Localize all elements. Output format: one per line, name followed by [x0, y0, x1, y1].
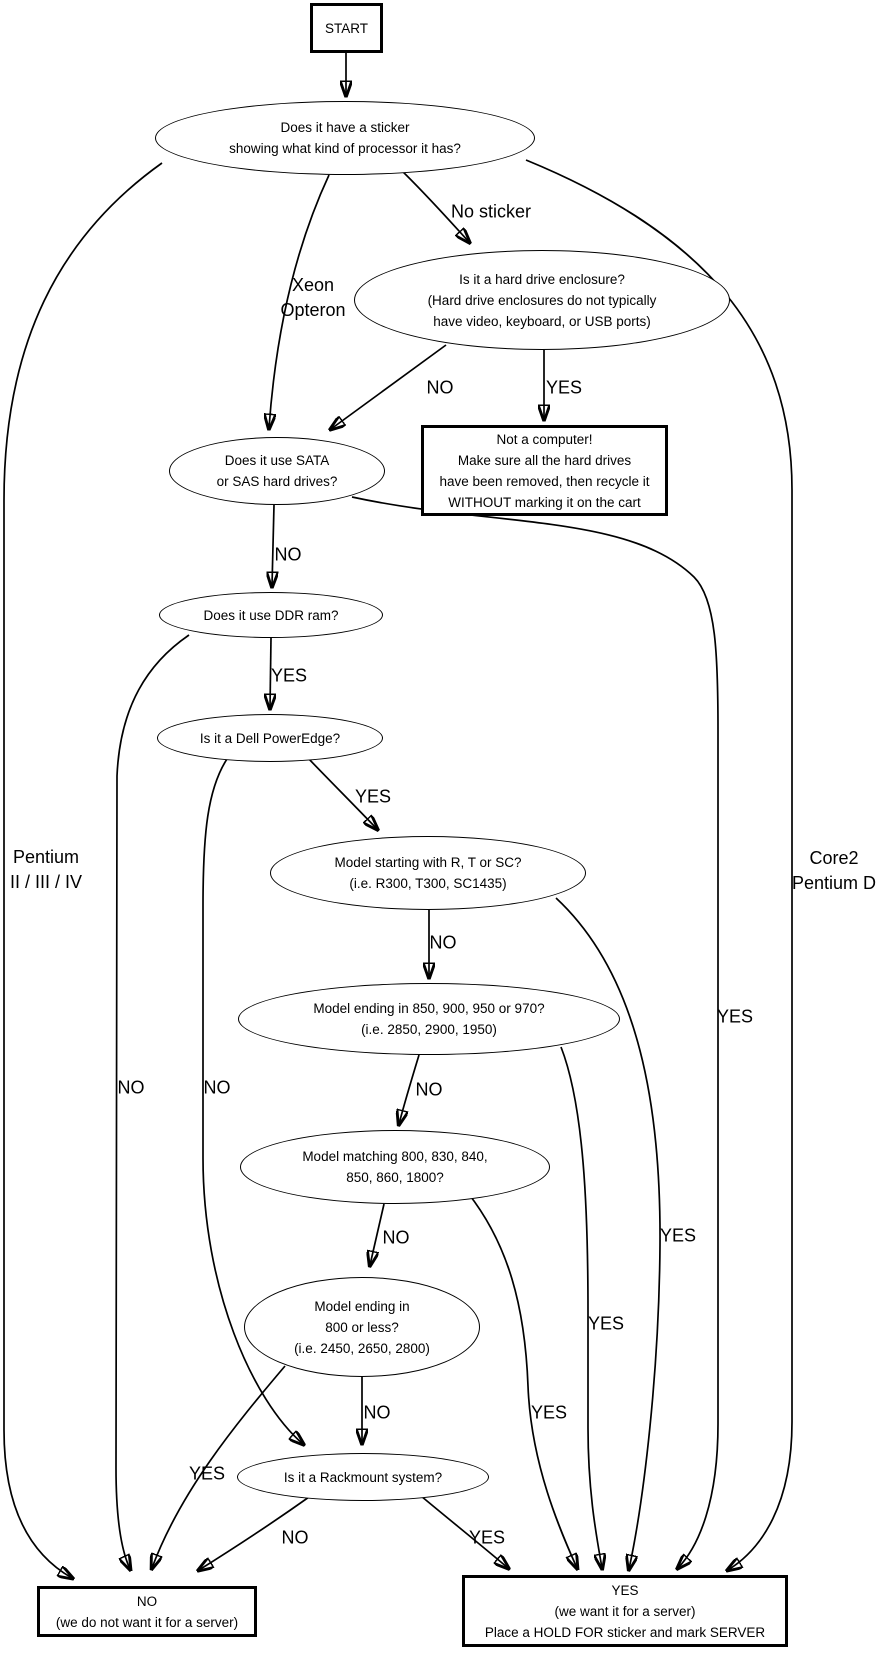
node-model-800-less-line1: Model ending in: [314, 1298, 410, 1314]
node-ddr-question: [159, 592, 383, 638]
label-core2-pentium-d: [792, 846, 876, 896]
label-poweredge-no: NO: [203, 1077, 231, 1098]
label-model-850-970-no: NO: [415, 1079, 443, 1100]
node-model-800-less-line3: (i.e. 2450, 2650, 2800): [294, 1340, 430, 1356]
label-ddr-no: NO: [117, 1077, 145, 1098]
edge-m800series-to-yesbox-yes: [468, 1193, 577, 1568]
label-xeon: Xeon: [291, 275, 335, 295]
node-no-terminal: [37, 1586, 257, 1637]
node-model-800-less-line2: 800 or less?: [325, 1319, 399, 1335]
label-pentium: Pentium: [12, 847, 80, 867]
node-model-800-series-line1: Model matching 800, 830, 840,: [302, 1149, 488, 1164]
node-not-computer-line4: WITHOUT marking it on the cart: [448, 494, 641, 510]
node-not-computer-line3: have been removed, then recycle it: [439, 473, 650, 489]
label-model-850-970-yes: YES: [587, 1313, 625, 1334]
node-model-850-970-question: [238, 983, 620, 1055]
node-model-800-less-question: [244, 1277, 480, 1377]
node-rackmount-question: [237, 1453, 489, 1501]
node-not-computer-line1: Not a computer!: [496, 431, 593, 447]
label-model-800-series-yes: YES: [530, 1402, 568, 1423]
node-model-800-series-question: [240, 1130, 550, 1204]
label-ddr-yes: YES: [270, 665, 308, 686]
node-model-850-970-line1: Model ending in 850, 900, 950 or 970?: [313, 1001, 545, 1016]
label-sata-no: NO: [274, 544, 302, 565]
label-model-rtsc-yes: YES: [659, 1225, 697, 1246]
label-pentium-versions: II / III / IV: [9, 872, 83, 892]
node-yes-terminal: [462, 1575, 788, 1647]
label-enclosure-no: NO: [426, 377, 454, 398]
label-model-800-less-yes: YES: [188, 1463, 226, 1484]
node-model-rtsc-line1: Model starting with R, T or SC?: [334, 855, 522, 870]
label-rackmount-no: NO: [281, 1527, 309, 1548]
node-poweredge-line1: Is it a Dell PowerEdge?: [199, 730, 341, 746]
node-no-terminal-line1: NO: [136, 1593, 158, 1609]
node-poweredge-question: [157, 714, 383, 762]
label-no-sticker: No sticker: [450, 201, 532, 222]
label-core2: Core2: [809, 848, 859, 868]
node-model-800-series-line2: 850, 860, 1800?: [346, 1170, 444, 1185]
node-start: [310, 3, 383, 53]
node-model-850-970-line2: (i.e. 2850, 2900, 1950): [361, 1022, 497, 1037]
node-enclosure-line1: Is it a hard drive enclosure?: [459, 271, 625, 287]
node-model-rtsc-question: [270, 836, 586, 910]
node-yes-terminal-line2: (we want it for a server): [554, 1603, 696, 1619]
node-sticker-line2: showing what kind of processor it has?: [229, 141, 461, 156]
node-sata-line1: Does it use SATA: [224, 453, 330, 468]
label-enclosure-yes: YES: [545, 377, 583, 398]
node-yes-terminal-line3: Place a HOLD FOR sticker and mark SERVER: [484, 1624, 766, 1640]
node-not-computer-line2: Make sure all the hard drives: [457, 452, 632, 468]
label-poweredge-yes: YES: [354, 786, 392, 807]
node-model-rtsc-line2: (i.e. R300, T300, SC1435): [349, 876, 507, 891]
node-sata-question: [169, 437, 385, 505]
node-sata-line2: or SAS hard drives?: [216, 474, 338, 489]
node-no-terminal-line2: (we do not want it for a server): [55, 1614, 239, 1630]
node-ddr-line1: Does it use DDR ram?: [203, 607, 339, 623]
node-enclosure-line2: (Hard drive enclosures do not typically: [427, 292, 657, 308]
edge-ddr-to-nobox-no: [116, 635, 189, 1569]
node-sticker-line1: Does it have a sticker: [280, 120, 410, 135]
label-sata-yes: YES: [716, 1006, 754, 1027]
node-not-a-computer: [421, 425, 668, 516]
node-yes-terminal-line1: YES: [611, 1582, 639, 1598]
node-start-label: START: [324, 20, 368, 36]
label-model-rtsc-no: NO: [429, 932, 457, 953]
label-pentium-d: Pentium D: [791, 873, 877, 893]
node-rackmount-line1: Is it a Rackmount system?: [283, 1469, 443, 1485]
label-opteron: Opteron: [280, 300, 346, 320]
label-model-800-less-no: NO: [363, 1402, 391, 1423]
label-model-800-series-no: NO: [382, 1227, 410, 1248]
node-sticker-question: [155, 101, 535, 175]
label-pentium-2-3-4: [10, 845, 82, 895]
label-rackmount-yes: YES: [468, 1527, 506, 1548]
edge-m850-to-yesbox-yes: [561, 1047, 602, 1568]
label-xeon-opteron: [280, 273, 345, 323]
node-enclosure-question: [354, 250, 730, 350]
node-enclosure-line3: have video, keyboard, or USB ports): [433, 313, 651, 329]
